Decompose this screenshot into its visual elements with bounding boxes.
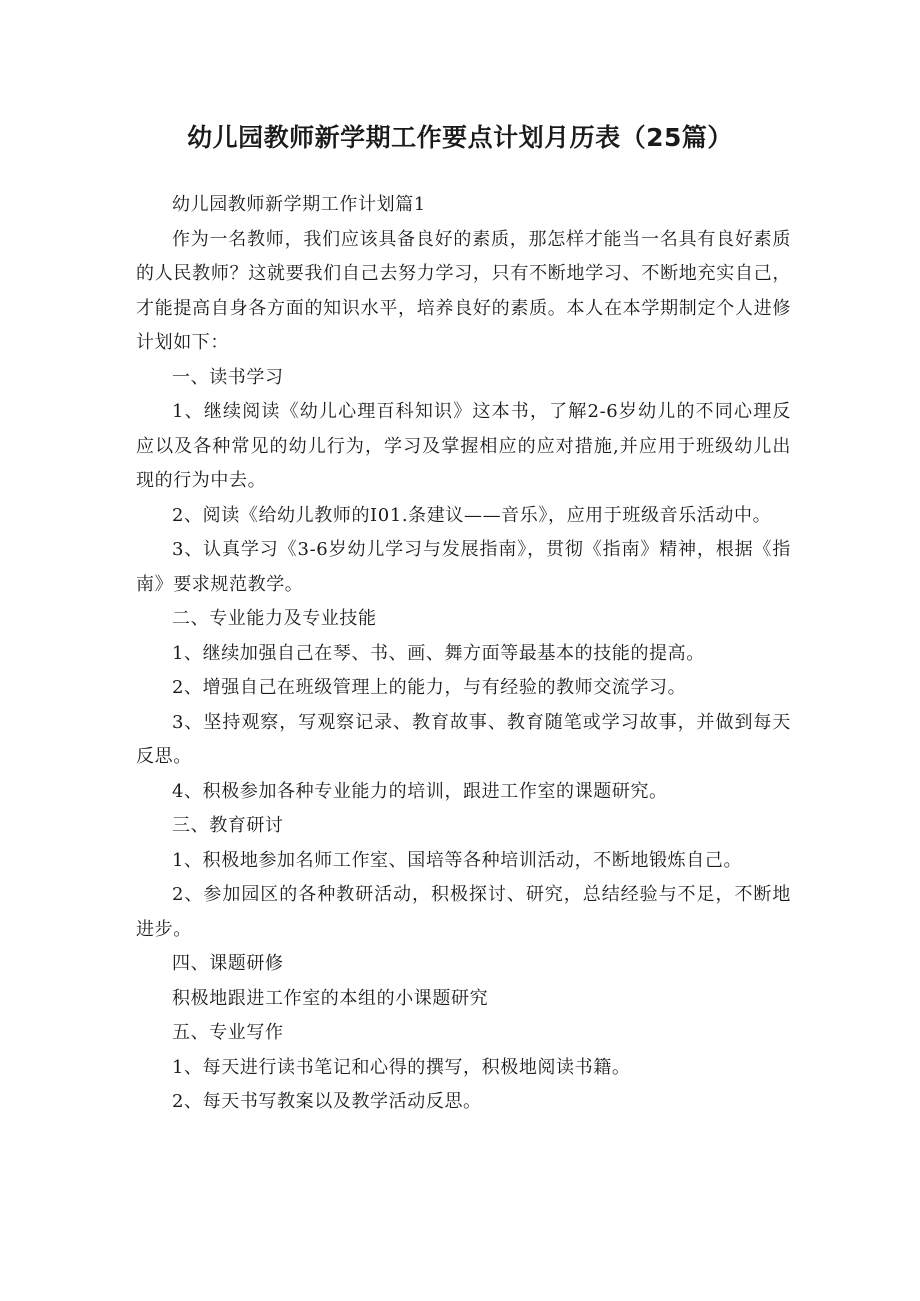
subheading-reading: 一、读书学习 xyxy=(172,366,284,388)
paragraph: 1、继续阅读《幼儿心理百科知识》这本书，了解2-6岁幼儿的不同心理反应以及各种常见的幼儿行为，学习及掌握相应的应对措施,并应用于班级幼儿出现的行为中去。 xyxy=(136,401,791,491)
subheading-writing: 五、专业写作 xyxy=(172,1022,284,1043)
paragraph: 4、积极参加各种专业能力的培训，跟进工作室的课题研究。 xyxy=(172,780,668,802)
paragraph: 1、积极地参加名师工作室、国培等各种培训活动，不断地锻炼自己。 xyxy=(172,849,743,871)
intro-paragraph: 作为一名教师，我们应该具备良好的素质，那怎样才能当一名具有良好素质的人民教师？这就要我们自己去努力学习，只有不断地学习、不断地充实自己，才能提高自身各方面的知识水平，培养良好的素质。本人在本学期制定个人进修计划如下： xyxy=(136,228,791,353)
subheading-skills: 二、专业能力及专业技能 xyxy=(172,608,377,629)
paragraph: 1、每天进行读书笔记和心得的撰写，积极地阅读书籍。 xyxy=(172,1056,631,1078)
paragraph: 2、增强自己在班级管理上的能力，与有经验的教师交流学习。 xyxy=(172,677,687,698)
paragraph: 2、参加园区的各种教研活动，积极探讨、研究，总结经验与不足，不断地进步。 xyxy=(136,884,791,940)
paragraph: 2、每天书写教案以及教学活动反思。 xyxy=(172,1091,482,1112)
paragraph: 积极地跟进工作室的本组的小课题研究 xyxy=(172,987,489,1009)
paragraph: 1、继续加强自己在琴、书、画、舞方面等最基本的技能的提高。 xyxy=(172,642,705,664)
paragraph: 3、坚持观察，写观察记录、教育故事、教育随笔或学习故事，并做到每天反思。 xyxy=(136,711,791,767)
paragraph: 2、阅读《给幼儿教师的I01.条建议——音乐》，应用于班级音乐活动中。 xyxy=(172,504,772,526)
section-heading: 幼儿园教师新学期工作计划篇1 xyxy=(172,194,426,215)
subheading-research: 三、教育研讨 xyxy=(172,815,284,836)
subheading-project: 四、课题研修 xyxy=(172,953,284,974)
document-title: 幼儿园教师新学期工作要点计划月历表（25篇） xyxy=(187,123,733,152)
paragraph: 3、认真学习《3-6岁幼儿学习与发展指南》，贯彻《指南》精神，根据《指南》要求规范教学。 xyxy=(136,539,791,595)
document-body xyxy=(136,188,791,1120)
